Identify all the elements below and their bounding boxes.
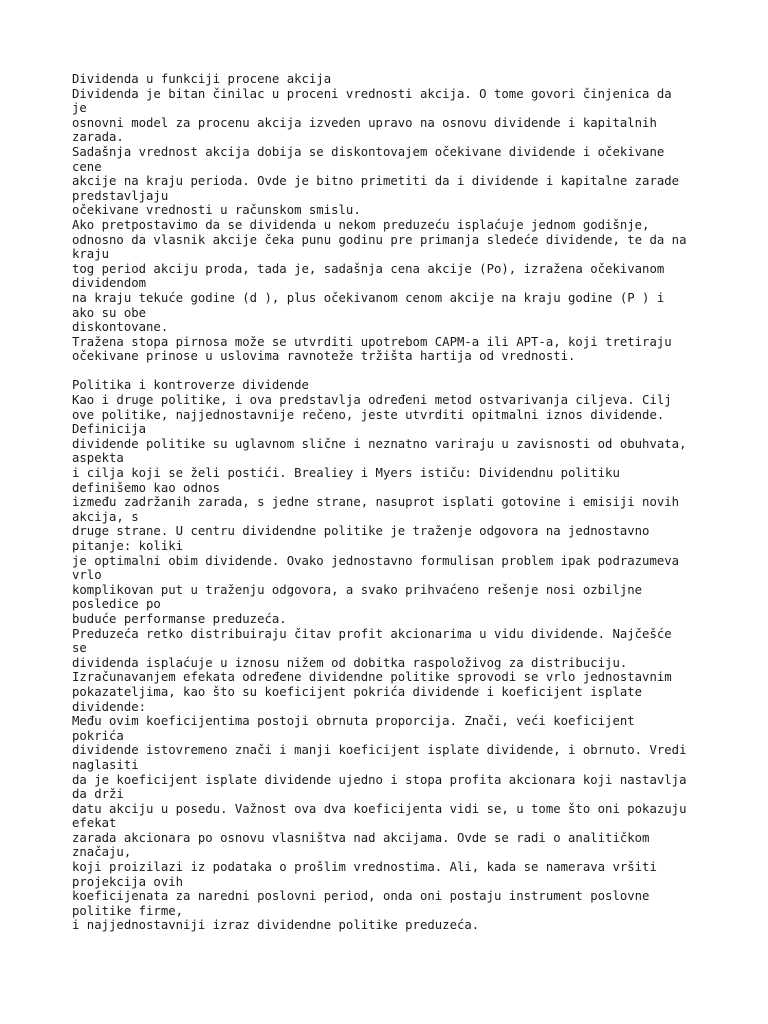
text-line: projekcija ovih <box>72 874 184 889</box>
text-line: da drži <box>72 787 124 802</box>
text-line: koji proizilazi iz podataka o prošlim vrednostima. Ali, kada se namerava vršiti <box>72 860 657 875</box>
text-line: dividenda isplaćuje u iznosu nižem od dobitka raspoloživog za distribuciju. <box>72 655 628 670</box>
text-line: pokrića <box>72 728 124 743</box>
text-line: posledice po <box>72 597 161 612</box>
text-line: odnosno da vlasnik akcije čeka punu godinu pre primanja sledeće dividende, te da na <box>72 232 687 247</box>
text-line: Ako pretpostavimo da se dividenda u nekom preduzeću isplaćuje jednom godišnje, <box>72 217 650 232</box>
text-line: ako su obe <box>72 305 147 320</box>
text-line: je <box>72 101 87 116</box>
text-line: Među ovim koeficijentima postoji obrnuta proporcija. Znači, veći koeficijent <box>72 714 635 729</box>
text-line: očekivane vrednosti u računskom smislu. <box>72 203 361 218</box>
text-line: je optimalni obim dividende. Ovako jednostavno formulisan problem ipak podrazumeva <box>72 553 680 568</box>
text-line: Definicija <box>72 422 147 437</box>
section-dividenda-procena <box>72 72 752 364</box>
section-heading: Politika i kontroverze dividende <box>72 378 309 393</box>
text-line: definišemo kao odnos <box>72 480 221 495</box>
text-line: Izračunavanjem efekata određene dividendne politike sprovodi se vrlo jednostavnim <box>72 670 672 685</box>
text-line: politike firme, <box>72 903 184 918</box>
text-line: cene <box>72 159 102 174</box>
document-body <box>72 72 752 933</box>
text-line: akcije na kraju perioda. Ovde je bitno primetiti da i dividende i kapitalne zarade <box>72 174 680 189</box>
text-line: se <box>72 641 87 656</box>
text-line: značaju, <box>72 845 132 860</box>
section-heading: Dividenda u funkciji procene akcija <box>72 72 332 86</box>
text-line: druge strane. U centru dividendne politike je traženje odgovora na jednostavno <box>72 524 650 539</box>
text-line: kraju <box>72 247 110 262</box>
text-line: naglasiti <box>72 757 139 772</box>
text-line: dividende istovremeno znači i manji koeficijent isplate dividende, i obrnuto. Vredi <box>72 743 687 758</box>
text-line: i cilja koji se želi postići. Brealiey i Myers ističu: Dividendnu politiku <box>72 466 620 481</box>
text-line: dividendom <box>72 276 147 291</box>
text-line: Preduzeća retko distribuiraju čitav profit akcionarima u vidu dividende. Najčešće <box>72 626 672 641</box>
text-line: pokazateljima, kao što su koeficijent pokrića dividende i koeficijent isplate <box>72 684 643 699</box>
text-line: između zadržanih zarada, s jedne strane, nasuprot isplati gotovine i emisiji novih <box>72 495 680 510</box>
text-line: tog period akciju proda, tada je, sadašnja cena akcije (Po), izražena očekivanom <box>72 261 665 276</box>
text-line: Kao i druge politike, i ova predstavlja određeni metod ostvarivanja ciljeva. Cilj <box>72 393 672 408</box>
text-line: da je koeficijent isplate dividende ujedno i stopa profita akcionara koji nastavlja <box>72 772 687 787</box>
text-line: ove politike, najjednostavnije rečeno, jeste utvrditi opitmalni iznos dividende. <box>72 407 665 422</box>
text-line: na kraju tekuće godine (d ), plus očekivanom cenom akcije na kraju godine (P ) i <box>72 290 665 305</box>
section-politika-dividende <box>72 378 752 933</box>
text-line: i najjednostavniji izraz dividendne politike preduzeća. <box>72 918 480 933</box>
text-line: komplikovan put u traženju odgovora, a svako prihvaćeno rešenje nosi ozbiljne <box>72 582 643 597</box>
text-line: Dividenda je bitan činilac u proceni vrednosti akcija. O tome govori činjenica da <box>72 86 672 101</box>
text-line: datu akciju u posedu. Važnost ova dva koeficijenta vidi se, u tome što oni pokazuju <box>72 801 687 816</box>
text-line: predstavljaju <box>72 188 169 203</box>
text-line: vrlo <box>72 568 102 583</box>
text-line: diskontovane. <box>72 320 169 335</box>
text-line: zarada akcionara po osnovu vlasništva nad akcijama. Ovde se radi o analitičkom <box>72 830 650 845</box>
text-line: zarada. <box>72 130 124 145</box>
text-line: Tražena stopa pirnosa može se utvrditi upotrebom CAPM-a ili APT-a, koji tretiraju <box>72 334 672 349</box>
text-line: aspekta <box>72 451 124 466</box>
text-line: efekat <box>72 816 117 831</box>
text-line: buduće performanse preduzeća. <box>72 611 287 626</box>
text-line: osnovni model za procenu akcija izveden upravo na osnovu dividende i kapitalnih <box>72 115 657 130</box>
text-line: pitanje: koliki <box>72 539 184 553</box>
text-line: koeficijenata za naredni poslovni period, onda oni postaju instrument poslovne <box>72 889 650 904</box>
text-line: akcija, s <box>72 509 139 524</box>
text-line: Sadašnja vrednost akcija dobija se diskontovajem očekivane dividende i očekivane <box>72 144 665 159</box>
text-line: dividende politike su uglavnom slične i neznatno variraju u zavisnosti od obuhvata, <box>72 436 687 451</box>
section-gap <box>72 364 752 379</box>
text-line: očekivane prinose u uslovima ravnoteže tržišta hartija od vrednosti. <box>72 349 576 364</box>
text-line: dividende: <box>72 699 147 714</box>
